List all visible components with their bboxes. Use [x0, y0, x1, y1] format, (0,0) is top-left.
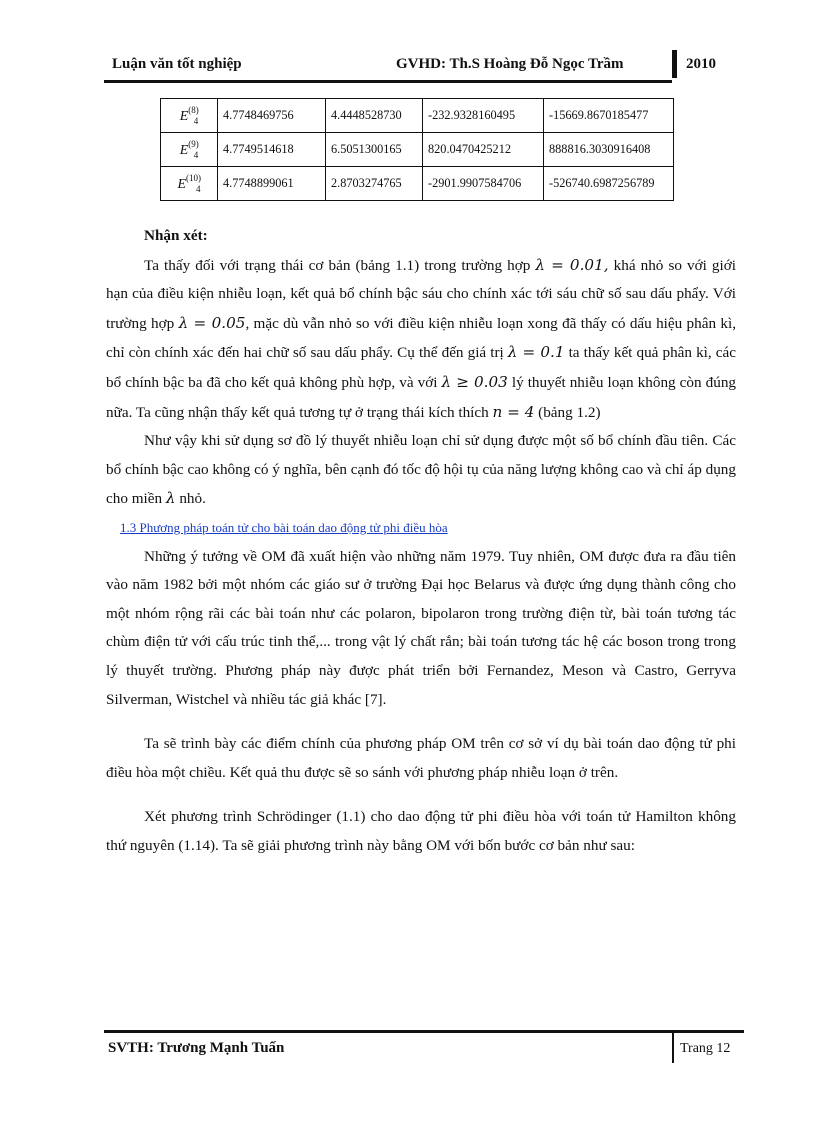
footer-divider — [672, 1033, 674, 1063]
header-rule — [104, 80, 672, 83]
paragraph: Xét phương trình Schrödinger (1.1) cho dao động tử phi điều hòa với toán tử Hamilton không thứ nguyên (1.14). Ta sẽ giải phương trình này bằng OM với bốn bước cơ bản như sau: — [106, 808, 736, 854]
table-cell: -232.9328160495 — [423, 99, 544, 133]
page-header — [104, 50, 744, 80]
table-cell: 820.0470425212 — [423, 133, 544, 167]
header-thesis-title: Luận văn tốt nghiệp — [112, 56, 242, 72]
table-cell: -526740.6987256789 — [544, 167, 674, 201]
table-cell: 4.4448528730 — [326, 99, 423, 133]
table-cell: -2901.9907584706 — [423, 167, 544, 201]
table-row — [161, 133, 674, 167]
remark-heading: Nhận xét: — [144, 227, 208, 244]
page-footer — [104, 1030, 744, 1070]
table-cell: 888816.3030916408 — [544, 133, 674, 167]
paragraph: Ta thấy đối với trạng thái cơ bản (bảng 1.1) trong trường hợp λ = 0.01, khá nhỏ so với giới hạn của điều kiện nhiễu loạn, kết quả bổ chính bậc sáu cho chính xác tới sáu chữ số sau dấu phẩy. Với trường hợp λ = 0.05, mặc dù vẫn nhỏ so với điều kiện nhiễu loạn xong đã thấy có dấu hiệu phân kì, chỉ còn chính xác đến hai chữ số sau dấu phẩy. Cụ thể đến giá trị λ = 0.1 ta thấy kết quả phân kì, các bổ chính bậc ba đã cho kết quả không phù hợp, và với λ ≥ 0.03 lý thuyết nhiễu loạn không còn đúng nữa. Ta cũng nhận thấy kết quả tương tự ở trạng thái kích thích n = 4 (bảng 1.2) — [106, 255, 737, 421]
paragraph: Như vậy khi sử dụng sơ đồ lý thuyết nhiễu loạn chỉ sử dụng được một số bổ chính đầu tiên. Các bổ chính bậc cao không có ý nghĩa, bên cạnh đó tốc độ hội tụ của năng lượng không cao và chỉ áp dụng cho miền λ nhỏ. — [106, 432, 736, 508]
table-cell: 2.8703274765 — [326, 167, 423, 201]
section-heading-link[interactable]: 1.3 Phương pháp toán tử cho bài toán dao động tử phi điều hòa — [120, 519, 448, 535]
footer-rule — [104, 1030, 744, 1033]
table-cell: 4.7748899061 — [218, 167, 326, 201]
header-year: 2010 — [686, 56, 716, 72]
table-cell: 6.5051300165 — [326, 133, 423, 167]
table-row — [161, 99, 674, 133]
header-divider — [672, 50, 677, 78]
body-text — [106, 222, 736, 860]
table-cell: 4.7749514618 — [218, 133, 326, 167]
footer-author: SVTH: Trương Mạnh Tuấn — [108, 1040, 285, 1056]
row-label: $E^{(10)}_4$ — [161, 167, 218, 201]
table-cell: 4.7748469756 — [218, 99, 326, 133]
row-label: $E^{(8)}_4$ — [161, 99, 218, 133]
paragraph: Những ý tưởng về OM đã xuất hiện vào những năm 1979. Tuy nhiên, OM được đưa ra đầu tiên vào năm 1982 bởi một nhóm các giáo sư ở trường Đại học Belarus và được ứng dụng thành công cho một nhóm rộng rãi các bài toán như các polaron, bipolaron trong trường điện từ, bài toán tương tác chùm điện tử với cấu trúc tinh thể,... trong vật lý chất rắn; bài toán tương tác hệ các boson trong trong lý thuyết trường. Phương pháp này được phát triển bởi Fernandez, Meson và Castro, Gerryva Silverman, Wistchel và nhiều tác giả khác [7]. — [106, 547, 736, 708]
table-cell: -15669.8670185477 — [544, 99, 674, 133]
paragraph: Ta sẽ trình bày các điểm chính của phương pháp OM trên cơ sở ví dụ bài toán dao động tử phi điều hòa một chiều. Kết quả thu được sẽ so sánh với phương pháp nhiễu loạn ở trên. — [106, 735, 736, 781]
results-table — [160, 98, 674, 201]
table-row — [161, 167, 674, 201]
header-advisor: GVHD: Th.S Hoàng Đỗ Ngọc Trầm — [396, 56, 624, 72]
row-label: $E^{(9)}_4$ — [161, 133, 218, 167]
page-number: Trang 12 — [680, 1041, 731, 1056]
